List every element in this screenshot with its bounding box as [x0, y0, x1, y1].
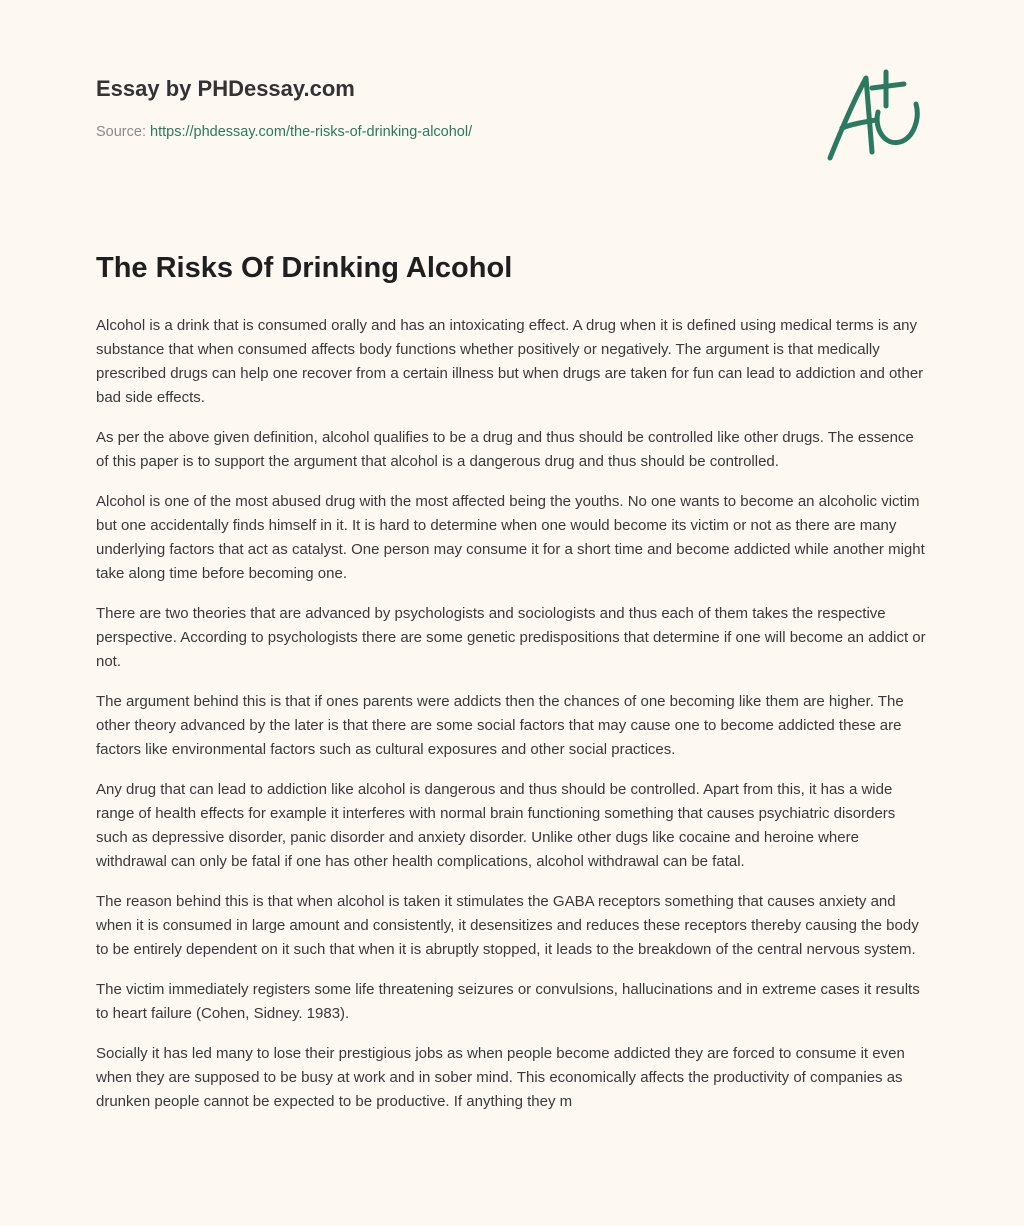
paragraph: Socially it has led many to lose their prestigious jobs as when people become addicted they are forced to consume it even when they are supposed to be busy at work and in sober mind. This economically affects the productivity of companies as drunken people cannot be expected to be productive. If anything they m [96, 1045, 905, 1110]
paragraph: Alcohol is a drink that is consumed orally and has an intoxicating effect. A drug when it is defined using medical terms is any substance that when consumed affects body functions whether positively or negatively. The argument is that medically prescribed drugs can help one recover from a certain illness but when drugs are taken for fun can lead to addiction and other bad side effects. [96, 317, 924, 406]
paragraph: The argument behind this is that if ones parents were addicts then the chances of one becoming like them are higher. The other theory advanced by the later is that there are some social factors that may cause one to become addicted these are factors like environmental factors such as cultural exposures and other social practices. [96, 693, 904, 758]
source-line [96, 124, 472, 140]
paragraph: There are two theories that are advanced by psychologists and sociologists and thus each of them takes the respective perspective. According to psychologists there are some genetic predispositions that determine if one will become an addict or not. [96, 605, 926, 670]
site-brand: Essay by PHDessay.com [96, 76, 355, 101]
paragraph: The reason behind this is that when alcohol is taken it stimulates the GABA receptors something that causes anxiety and when it is consumed in large amount and consistently, it desensitizes and reduces these receptors thereby causing the body to be entirely dependent on it such that when it is abruptly stopped, it leads to the breakdown of the central nervous system. [96, 893, 919, 958]
paragraph: Any drug that can lead to addiction like alcohol is dangerous and thus should be controlled. Apart from this, it has a wide range of health effects for example it interferes with normal brain functioning something that causes psychiatric disorders such as depressive disorder, panic disorder and anxiety disorder. Unlike other dugs like cocaine and heroine where withdrawal can only be fatal if one has other health complications, alcohol withdrawal can be fatal. [96, 781, 896, 870]
source-link[interactable]: https://phdessay.com/the-risks-of-drinking-alcohol/ [150, 124, 473, 140]
page-title: The Risks Of Drinking Alcohol [96, 252, 513, 284]
paragraph: The victim immediately registers some life threatening seizures or convulsions, hallucinations and in extreme cases it results to heart failure (Cohen, Sidney. 1983). [96, 981, 920, 1022]
paragraph: Alcohol is one of the most abused drug with the most affected being the youths. No one wants to become an alcoholic victim but one accidentally finds himself in it. It is hard to determine when one would become its victim or not as there are many underlying factors that act as catalyst. One person may consume it for a short time and become addicted while another might take along time before becoming one. [96, 493, 925, 582]
source-label: Source: [96, 124, 146, 140]
a-plus-logo-icon [820, 66, 930, 166]
essay-body [96, 314, 928, 1226]
paragraph: As per the above given definition, alcohol qualifies to be a drug and thus should be controlled like other drugs. The essence of this paper is to support the argument that alcohol is a dangerous drug and thus should be controlled. [96, 429, 914, 470]
